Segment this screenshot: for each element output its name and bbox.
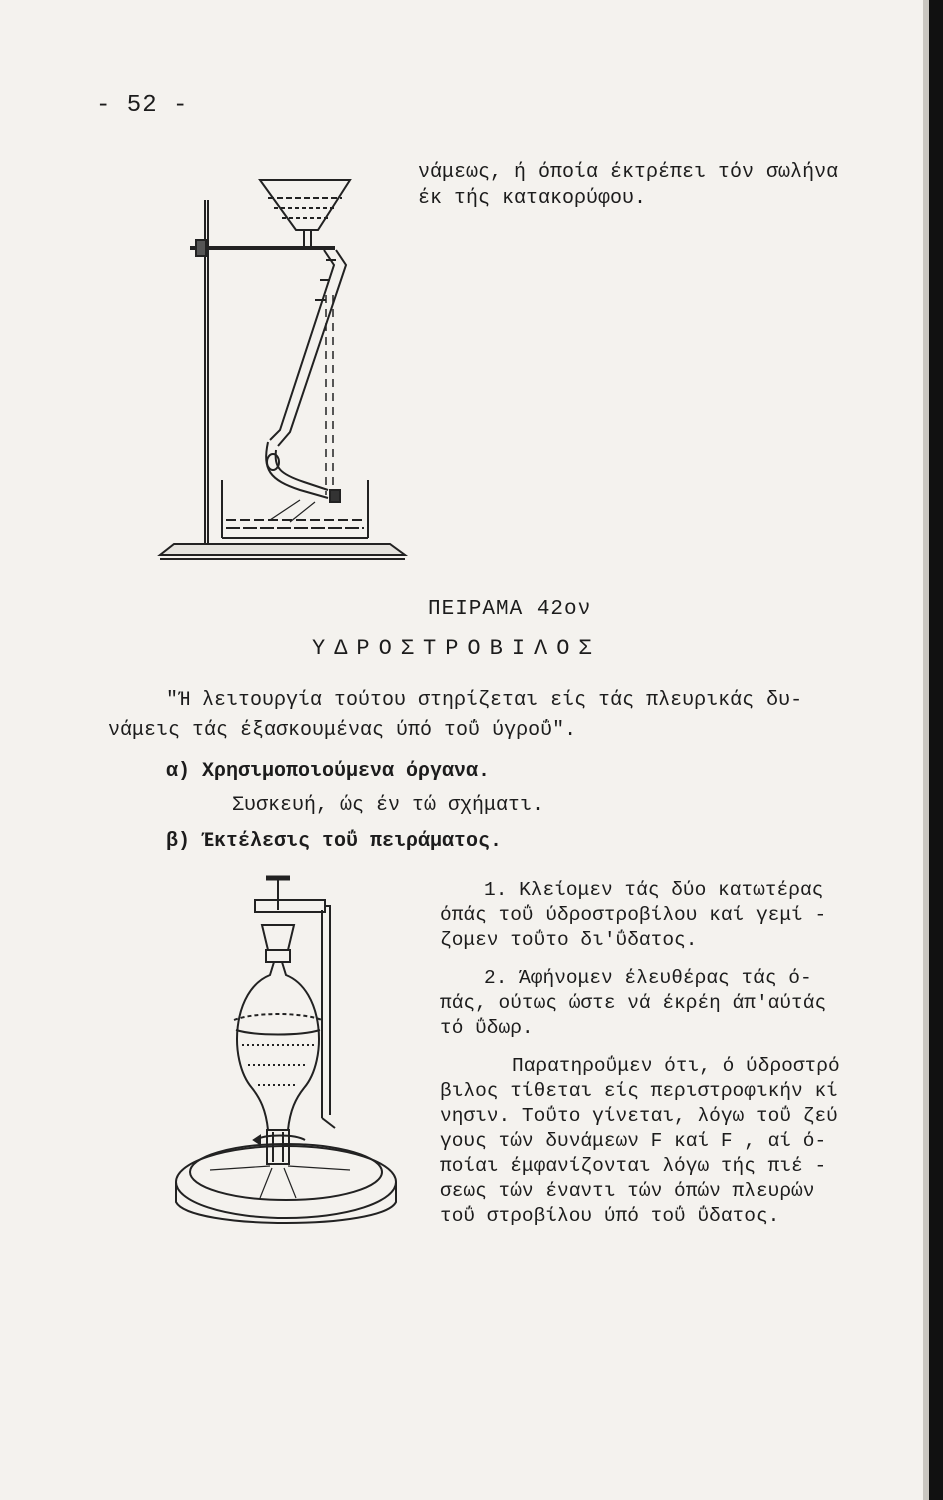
observation-line: τοΰ στροβίλου ύπό τοΰ ΰδατος. [440,1205,780,1227]
observation-line: νησιν. Τοΰτο γίνεται, λόγω τοΰ ζεύ [440,1105,838,1127]
page-edge [929,0,943,1500]
step-line: 2. Άφήνομεν έλευθέρας τάς ό- [484,967,812,989]
step-line: τό ΰδωρ. [440,1017,534,1039]
quote-line: "Ή λειτουργία τούτου στηρίζεται είς τάς πλευρικάς δυ- [166,689,803,712]
intro-line: νάμεως, ή όποία έκτρέπει τόν σωλήνα [418,161,839,184]
water-turbine-apparatus-illustration [170,870,410,1250]
experiment-title: ΠΕΙΡΑΜΑ 42ον [428,598,592,621]
step-1 [440,878,826,953]
step-line: ζομεν τοΰτο δι'ΰδατος. [440,929,698,951]
step-2 [440,966,826,1041]
observation-line: γους τών δυνάμεων F καί F , αί ό- [440,1130,827,1152]
experiment-quote [108,686,802,746]
observation-line: βιλος τίθεται είς περιστροφικήν κί [440,1080,838,1102]
intro-line: έκ τής κατακορύφου. [418,187,647,210]
observation-line: Παρατηροΰμεν ότι, ό ύδροστρό [512,1055,840,1077]
page-number: - 52 - [96,92,189,119]
funnel-tube-apparatus-illustration [150,170,420,565]
experiment-subtitle: ΥΔΡΟΣΤΡΟΒΙΛΟΣ [312,636,601,661]
observation-line: ποίαι έμφανίζονται λόγω τής πιέ - [440,1155,827,1177]
observation-paragraph [440,1054,840,1229]
section-a-text: Συσκευή, ώς έν τώ σχήματι. [232,794,545,817]
section-a-heading: α) Χρησιμοποιούμενα όργανα. [166,760,491,783]
intro-paragraph [418,160,838,212]
step-line: όπάς τοΰ ύδροστροβίλου καί γεμί - [440,904,827,926]
step-line: 1. Κλείομεν τάς δύο κατωτέρας [484,879,824,901]
section-b-heading: β) Έκτέλεσις τοΰ πειράματος. [166,830,503,853]
observation-line: σεως τών έναντι τών όπών πλευρών [440,1180,815,1202]
step-line: πάς, ούτως ώστε νά έκρέη άπ'αύτάς [440,992,827,1014]
quote-line: νάμεις τάς έξασκουμένας ύπό τοΰ ύγροΰ". [108,719,577,742]
